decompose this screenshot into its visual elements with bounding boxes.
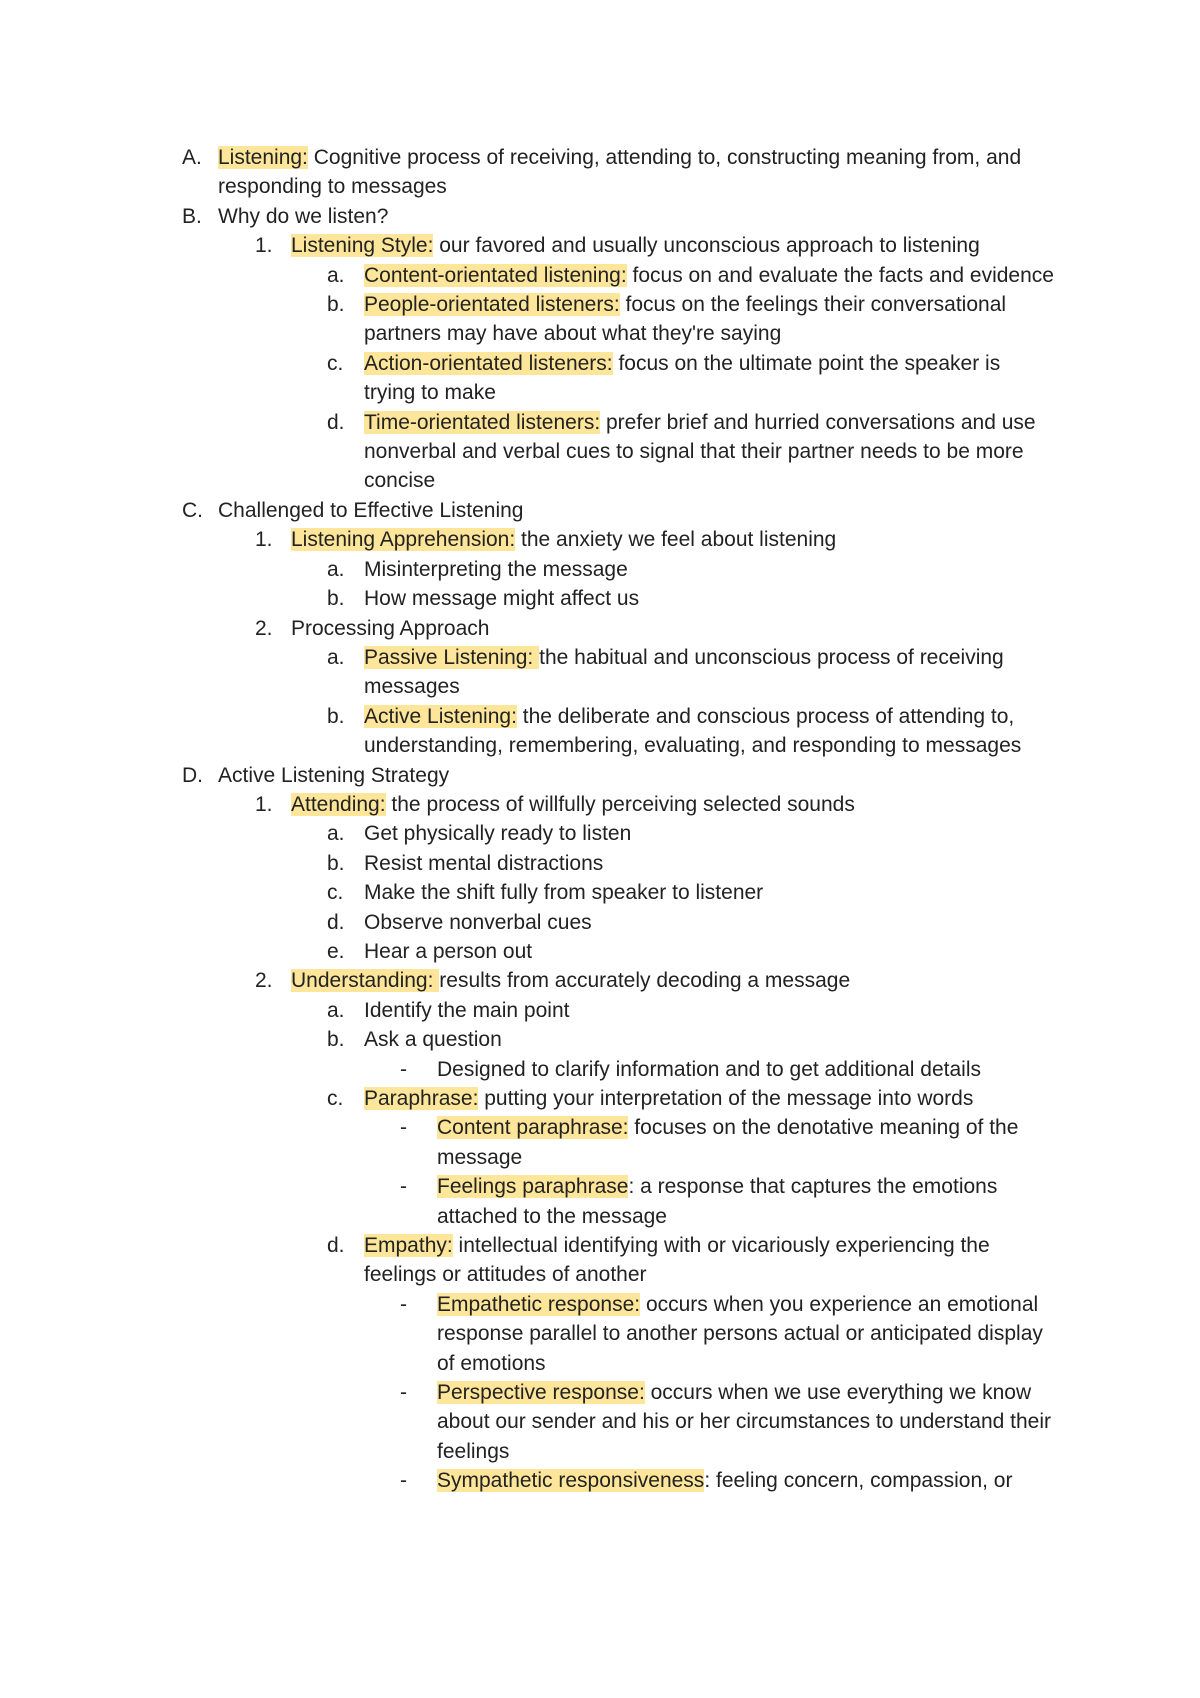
item-description: occurs when you experience an emotional response parallel to another persons actual or anticipated display of emotions: [437, 1292, 1043, 1375]
outline-item: [182, 202, 1028, 231]
list-marker: C.: [182, 498, 203, 522]
item-description: the deliberate and conscious process of attending to, understanding, remembering, evaluating, and responding to messages: [364, 704, 1022, 758]
outline-item: [255, 231, 1028, 260]
list-marker: -: [400, 1116, 407, 1140]
item-description: our favored and usually unconscious approach to listening: [433, 234, 980, 258]
list-marker: a.: [327, 263, 345, 287]
item-text: [364, 819, 1056, 848]
item-description: Processing Approach: [291, 616, 490, 640]
highlighted-term: Content-orientated listening:: [364, 263, 627, 287]
outline-item: [327, 1084, 1056, 1113]
item-text: [437, 1378, 1056, 1466]
item-text: [364, 1084, 1056, 1113]
item-description: the habitual and unconscious process of receiving messages: [364, 645, 1004, 699]
item-description: prefer brief and hurried conversations and use nonverbal and verbal cues to signal that their partner needs to be more concise: [364, 410, 1036, 493]
highlighted-term: Perspective response:: [437, 1381, 645, 1405]
highlighted-term: Empathetic response:: [437, 1292, 641, 1316]
highlighted-term: Active Listening:: [364, 704, 517, 728]
list-marker: a.: [327, 645, 345, 669]
item-description: Hear a person out: [364, 939, 533, 963]
outline-item: [327, 1231, 1056, 1290]
list-marker: -: [400, 1469, 407, 1493]
item-description: putting your interpretation of the message into words: [478, 1087, 974, 1110]
highlighted-term: Content paraphrase:: [437, 1116, 629, 1140]
list-marker: d.: [327, 910, 345, 934]
outline-item: [182, 143, 1028, 202]
item-text: [218, 202, 1028, 231]
outline-item: [400, 1466, 1056, 1495]
item-description: Designed to clarify information and to get additional details: [437, 1057, 981, 1081]
item-description: Observe nonverbal cues: [364, 910, 592, 934]
highlighted-term: Listening Style:: [291, 234, 434, 258]
highlighted-term: Sympathetic responsiveness: [437, 1469, 705, 1493]
item-description: the anxiety we feel about listening: [515, 528, 837, 552]
item-text: [291, 525, 1028, 554]
list-marker: e.: [327, 939, 345, 963]
item-text: [437, 1172, 1056, 1231]
item-description: the process of willfully perceiving selected sounds: [385, 792, 855, 816]
item-text: [437, 1113, 1056, 1172]
outline-item: [327, 290, 1056, 349]
outline-item: [327, 702, 1056, 761]
item-description: Make the shift fully from speaker to listener: [364, 881, 764, 905]
item-description: Why do we listen?: [218, 204, 389, 228]
item-description: Resist mental distractions: [364, 851, 604, 875]
item-description: : a response that captures the emotions attached to the message: [437, 1175, 998, 1228]
item-text: [364, 1025, 1056, 1054]
item-description: Ask a question: [364, 1028, 502, 1052]
item-description: focus on and evaluate the facts and evidence: [626, 263, 1054, 287]
item-text: [291, 966, 1028, 995]
outline-item: [327, 819, 1056, 848]
item-text: [218, 761, 1028, 790]
item-text: [364, 555, 1056, 584]
item-text: [364, 643, 1056, 702]
item-description: How message might affect us: [364, 587, 640, 611]
item-text: [437, 1290, 1056, 1378]
list-marker: A.: [182, 146, 202, 169]
list-marker: 1.: [255, 234, 273, 258]
item-description: : feeling concern, compassion, or: [704, 1469, 1013, 1493]
notes-outline: [0, 143, 1200, 1496]
item-description: focuses on the denotative meaning of the message: [437, 1116, 1019, 1169]
list-marker: c.: [327, 881, 344, 905]
list-marker: a.: [327, 822, 345, 846]
outline-item: [327, 849, 1056, 878]
highlighted-term: Attending:: [291, 792, 386, 816]
item-text: [364, 261, 1056, 290]
item-text: [364, 408, 1056, 496]
item-description: Identify the main point: [364, 998, 570, 1022]
outline-item: [400, 1055, 1056, 1084]
item-text: [364, 878, 1056, 907]
highlighted-term: Listening Apprehension:: [291, 528, 516, 552]
list-marker: b.: [327, 587, 345, 611]
highlighted-term: Paraphrase:: [364, 1087, 479, 1110]
list-marker: 2.: [255, 616, 273, 640]
item-text: [364, 1231, 1056, 1290]
item-text: [218, 496, 1028, 525]
list-marker: -: [400, 1057, 407, 1081]
outline-item: [327, 261, 1056, 290]
outline-item: [255, 790, 1028, 819]
outline-item: [327, 349, 1056, 408]
item-text: [364, 937, 1056, 966]
list-marker: 1.: [255, 792, 273, 816]
list-marker: a.: [327, 998, 345, 1022]
highlighted-term: Understanding:: [291, 969, 440, 993]
item-text: [218, 143, 1028, 202]
item-description: Active Listening Strategy: [218, 763, 450, 787]
item-text: [364, 849, 1056, 878]
list-marker: b.: [327, 704, 345, 728]
item-description: focus on the ultimate point the speaker is trying to make: [364, 351, 1001, 405]
outline-item: [182, 761, 1028, 790]
outline-item: [327, 937, 1056, 966]
list-marker: b.: [327, 293, 345, 317]
highlighted-term: Listening:: [218, 146, 308, 169]
outline-item: [327, 1025, 1056, 1054]
outline-item: [400, 1113, 1056, 1172]
item-text: [364, 702, 1056, 761]
item-text: [364, 584, 1056, 613]
outline-item: [400, 1378, 1056, 1466]
item-description: Challenged to Effective Listening: [218, 498, 524, 522]
item-text: [364, 996, 1056, 1025]
highlighted-term: Passive Listening:: [364, 645, 540, 669]
list-marker: d.: [327, 410, 345, 434]
outline-item: [255, 525, 1028, 554]
list-marker: -: [400, 1175, 407, 1199]
list-marker: c.: [327, 351, 344, 375]
list-marker: B.: [182, 204, 202, 228]
highlighted-term: Time-orientated listeners:: [364, 410, 601, 434]
highlighted-term: Feelings paraphrase: [437, 1175, 629, 1199]
highlighted-term: People-orientated listeners:: [364, 293, 620, 317]
item-description: occurs when we use everything we know about our sender and his or her circumstances to understand their feelings: [437, 1381, 1052, 1463]
highlighted-term: Action-orientated listeners:: [364, 351, 613, 375]
outline-item: [327, 584, 1056, 613]
item-description: intellectual identifying with or vicariously experiencing the feelings or attitudes of another: [364, 1234, 990, 1287]
list-marker: -: [400, 1292, 407, 1316]
item-text: [291, 790, 1028, 819]
item-description: Get physically ready to listen: [364, 822, 632, 846]
highlighted-term: Empathy:: [364, 1234, 453, 1258]
outline-item: [327, 408, 1056, 496]
outline-item: [400, 1290, 1056, 1378]
outline-item: [182, 496, 1028, 525]
list-marker: d.: [327, 1234, 345, 1258]
outline-item: [327, 878, 1056, 907]
outline-item: [327, 996, 1056, 1025]
list-marker: 1.: [255, 528, 273, 552]
item-description: results from accurately decoding a message: [439, 969, 851, 993]
list-marker: b.: [327, 851, 345, 875]
list-marker: c.: [327, 1087, 344, 1110]
item-description: Misinterpreting the message: [364, 557, 628, 581]
outline-item: [400, 1172, 1056, 1231]
item-text: [437, 1466, 1056, 1495]
list-marker: 2.: [255, 969, 273, 993]
item-description: focus on the feelings their conversational partners may have about what they're saying: [364, 293, 1007, 346]
outline-item: [327, 908, 1056, 937]
item-text: [364, 908, 1056, 937]
list-marker: -: [400, 1381, 407, 1405]
item-text: [364, 290, 1056, 349]
outline-item: [255, 614, 1028, 643]
outline-item: [327, 555, 1056, 584]
item-text: [291, 231, 1028, 260]
list-marker: b.: [327, 1028, 345, 1052]
list-marker: D.: [182, 763, 203, 787]
item-description: Cognitive process of receiving, attending to, constructing meaning from, and responding to messages: [218, 146, 1022, 199]
outline-item: [255, 966, 1028, 995]
item-text: [291, 614, 1028, 643]
list-marker: a.: [327, 557, 345, 581]
outline-item: [327, 643, 1056, 702]
item-text: [364, 349, 1056, 408]
item-text: [437, 1055, 1056, 1084]
